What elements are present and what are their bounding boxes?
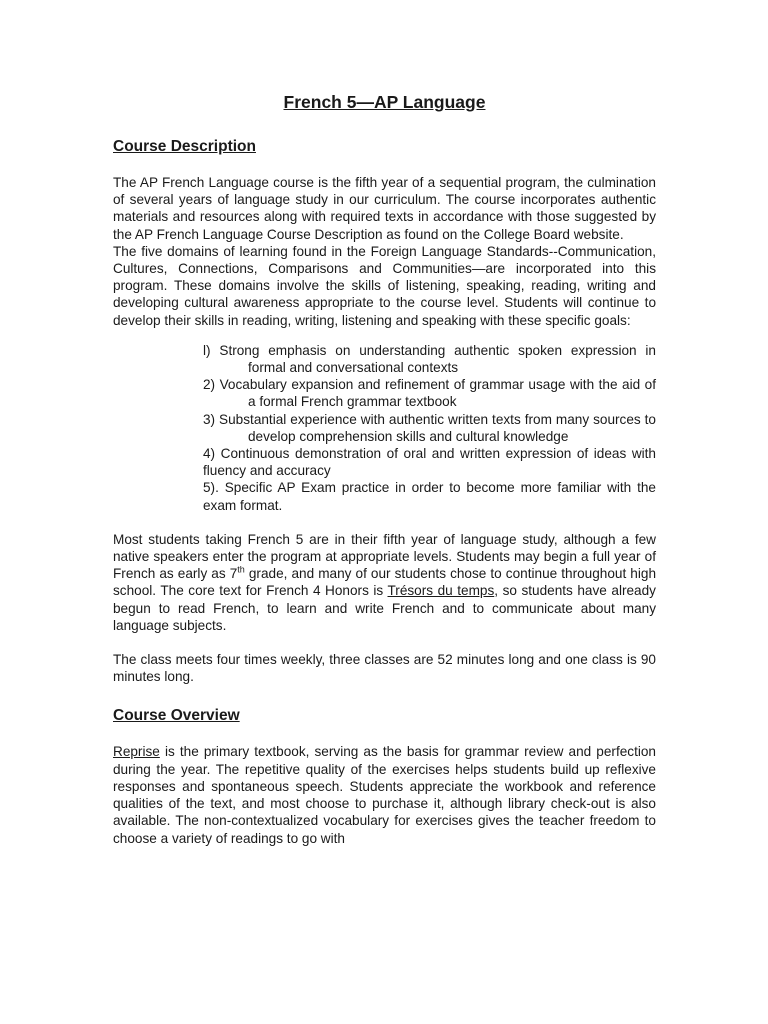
section-heading-course-description: Course Description (113, 138, 256, 155)
description-paragraph-4: The class meets four times weekly, three classes are 52 minutes long and one class is 90 minutes long. (113, 652, 656, 685)
book-title-tresors-du-temps: Trésors du temps (387, 583, 495, 599)
goal-item-4: 4) Continuous demonstration of oral and written expression of ideas with fluency and accuracy (203, 446, 656, 479)
paragraph-3-text-c: , so students have already begun to read French, to learn and write French and to communicate about many language subjects. (113, 583, 656, 633)
goals-list (113, 342, 656, 514)
description-paragraph-2: The five domains of learning found in the Foreign Language Standards--Communication, Cultures, Connections, Comparisons and Communities—are incorporated into this program. These domains involve the skills of listening, speaking, reading, writing and developing cultural awareness appropriate to the course level. Students will continue to develop their skills in reading, writing, listening and speaking with these specific goals: (113, 243, 656, 328)
goal-item-3: 3) Substantial experience with authentic written texts from many sources to develop comprehension skills and cultural knowledge (203, 411, 656, 444)
paragraph-3-text-a: Most students taking French 5 are in their fifth year of language study, although a few native speakers enter the program at appropriate levels. Students may begin a full year of French as early as 7 (113, 531, 656, 582)
goal-item-1: l) Strong emphasis on understanding authentic spoken expression in formal and conversational contexts (203, 342, 656, 376)
document-title: French 5—AP Language (283, 92, 486, 112)
overview-paragraph-1-text: is the primary textbook, serving as the basis for grammar review and perfection during the year. The repetitive quality of the exercises helps students build up reflexive responses and spontaneous speech. Students appreciate the workbook and reference qualities of the text, and most choose to purchase it, although library check-out is also available. The non-contextualized vocabulary for exercises gives the teacher freedom to choose a variety of readings to go with (113, 744, 656, 846)
description-paragraph-1: The AP French Language course is the fifth year of a sequential program, the culmination of several years of language study in our curriculum. The course incorporates authentic materials and resources along with required texts in accordance with those suggested by the AP French Language Course Description as found on the College Board website. (113, 175, 656, 242)
description-paragraph-3 (113, 531, 656, 634)
goal-item-2: 2) Vocabulary expansion and refinement of grammar usage with the aid of a formal French grammar textbook (203, 377, 656, 410)
goal-item-5: 5). Specific AP Exam practice in order to become more familiar with the exam format. (203, 480, 656, 513)
section-heading-course-overview: Course Overview (113, 707, 240, 725)
ordinal-superscript: th (237, 564, 245, 575)
document-body (113, 90, 656, 847)
overview-paragraph-1 (113, 743, 656, 846)
paragraph-3-text-b: grade, and many of our students chose to continue throughout high school. The core text for French 4 Honors is (113, 566, 657, 599)
book-title-reprise: Reprise (113, 744, 160, 760)
